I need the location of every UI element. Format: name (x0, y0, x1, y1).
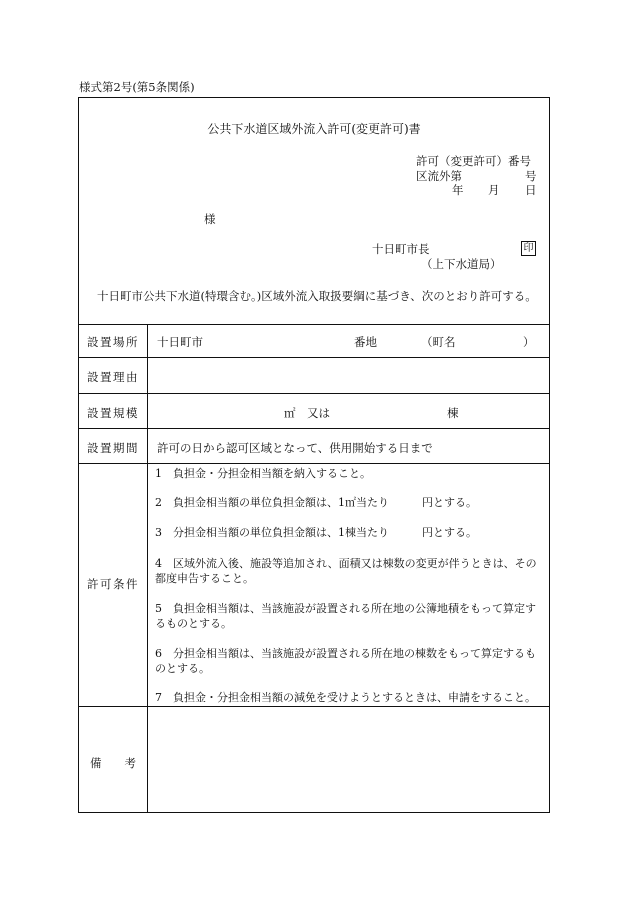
issuer-name: 十日町市長 (372, 242, 430, 256)
row-scale (79, 393, 549, 428)
location-town-close: ） (523, 335, 535, 349)
label-scale: 設置規模 (87, 406, 139, 420)
condition-item-4: 4 区域外流入後、施設等追加され、面積又は棟数の変更が伴うときは、その都度申告すること。 (155, 557, 537, 585)
date-year: 年 (452, 183, 464, 197)
permit-number-label: 許可（変更許可）番号 (416, 154, 531, 168)
condition-item-6: 6 分担金相当額は、当該施設が設置される所在地の棟数をもって算定するものとする。 (155, 647, 536, 675)
issuer-department: （上下水道局） (421, 257, 502, 271)
location-banchi: 番地 (354, 335, 377, 349)
location-city: 十日町市 (157, 335, 203, 349)
date-day: 日 (525, 183, 537, 197)
label-conditions: 許可条件 (87, 577, 139, 591)
row-conditions (79, 463, 549, 706)
seal-mark: 印 (521, 241, 536, 256)
location-town-open: （町名 (421, 335, 456, 349)
period-text: 許可の日から認可区域となって、供用開始する日まで (157, 441, 433, 455)
condition-item-2: 2 負担金相当額の単位負担金額は、1㎡当たり 円とする。 (155, 496, 477, 509)
document-title: 公共下水道区域外流入許可(変更許可)書 (207, 122, 421, 136)
label-period: 設置期間 (87, 441, 139, 455)
permit-document-frame (78, 97, 550, 813)
row-period (79, 428, 549, 463)
condition-item-3: 3 分担金相当額の単位負担金額は、1棟当たり 円とする。 (155, 526, 477, 539)
scale-building-unit: 棟 (447, 406, 459, 420)
addressee-suffix: 様 (204, 212, 216, 226)
row-reason (79, 357, 549, 393)
permit-number-prefix: 区流外第 (416, 169, 462, 183)
date-month: 月 (488, 183, 500, 197)
preamble-text: 十日町市公共下水道(特環含む。)区域外流入取扱要綱に基づき、次のとおり許可する。 (97, 289, 537, 303)
label-location: 設置場所 (87, 335, 139, 349)
row-location (79, 324, 549, 357)
condition-item-5: 5 負担金相当額は、当該施設が設置される所在地の公簿地積をもって算定するものとする。 (155, 602, 536, 630)
form-reference: 様式第2号(第5条関係) (79, 80, 195, 94)
permit-number-suffix: 号 (525, 169, 537, 183)
permit-table (79, 324, 549, 812)
label-remarks: 備 考 (90, 756, 136, 770)
condition-item-7: 7 負担金・分担金相当額の減免を受けようとするときは、申請をすること。 (155, 691, 536, 704)
scale-area-unit: ㎡ 又は (284, 406, 330, 420)
condition-item-1: 1 負担金・分担金相当額を納入すること。 (155, 467, 371, 480)
row-remarks (79, 706, 549, 812)
label-reason: 設置理由 (87, 370, 139, 384)
